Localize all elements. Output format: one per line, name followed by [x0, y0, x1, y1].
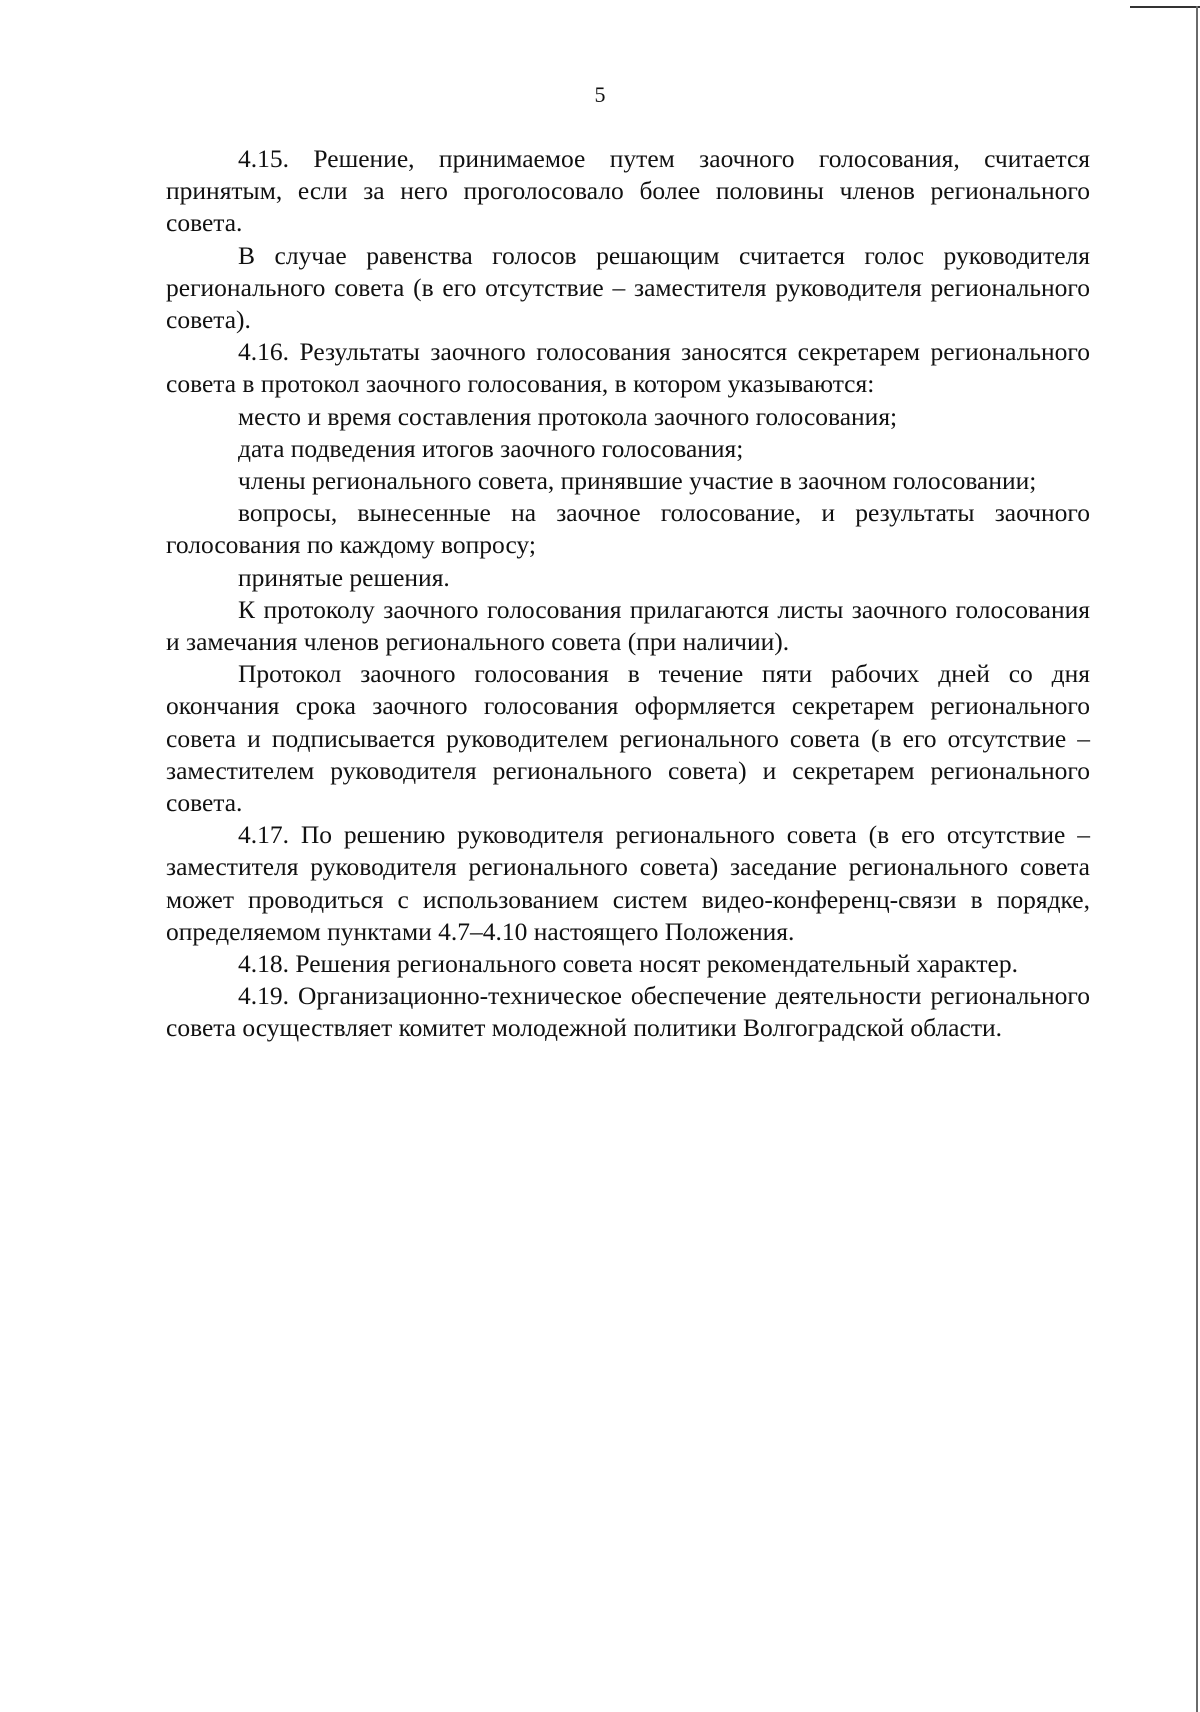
- paragraph-4-15: 4.15. Решение, принимаемое путем заочного голосования, считается принятым, если за него проголосовало более половины членов регионального совета.: [166, 144, 1090, 238]
- list-item-decisions: принятые решения.: [238, 562, 450, 592]
- page-number: 5: [594, 82, 606, 107]
- paragraph-4-17: 4.17. По решению руководителя регионального совета (в его отсутствие – заместителя руководителя регионального совета) заседание регионального совета может проводиться с использованием систем видео-конференц-связи в порядке, определяемом пунктами 4.7–4.10 настоящего Положения.: [166, 820, 1090, 946]
- list-item-questions: вопросы, вынесенные на заочное голосование, и результаты заочного голосования по каждому вопросу;: [166, 498, 1090, 560]
- list-item-date: дата подведения итогов заочного голосования;: [238, 433, 744, 463]
- paragraph-4-19: 4.19. Организационно-техническое обеспечение деятельности регионального совета осуществляет комитет молодежной политики Волгоградской области.: [166, 981, 1090, 1043]
- list-item-members: члены регионального совета, принявшие участие в заочном голосовании;: [238, 466, 1037, 496]
- paragraph-attachments: К протоколу заочного голосования прилагаются листы заочного голосования и замечания членов регионального совета (при наличии).: [166, 594, 1090, 657]
- paragraph-4-18: 4.18. Решения регионального совета носят рекомендательный характер.: [238, 949, 1018, 979]
- paragraph-tie-vote: В случае равенства голосов решающим считается голос руководителя регионального совета (в его отсутствие – заместителя руководителя регионального совета).: [166, 240, 1090, 335]
- list-item-place-time: место и время составления протокола заочного голосования;: [238, 401, 898, 431]
- paragraph-4-16: 4.16. Результаты заочного голосования заносятся секретарем регионального совета в протокол заочного голосования, в котором указываются:: [166, 337, 1090, 399]
- scan-edge-right: [1196, 6, 1198, 1712]
- scan-edge-top: [1130, 6, 1200, 8]
- document-body: [166, 143, 1090, 1045]
- paragraph-protocol: Протокол заочного голосования в течение пяти рабочих дней со дня окончания срока заочного голосования оформляется секретарем регионального совета и подписывается руководителем регионального совета (в его отсутствие – заместителем руководителя регионального совета) и секретарем регионального совета.: [166, 659, 1090, 818]
